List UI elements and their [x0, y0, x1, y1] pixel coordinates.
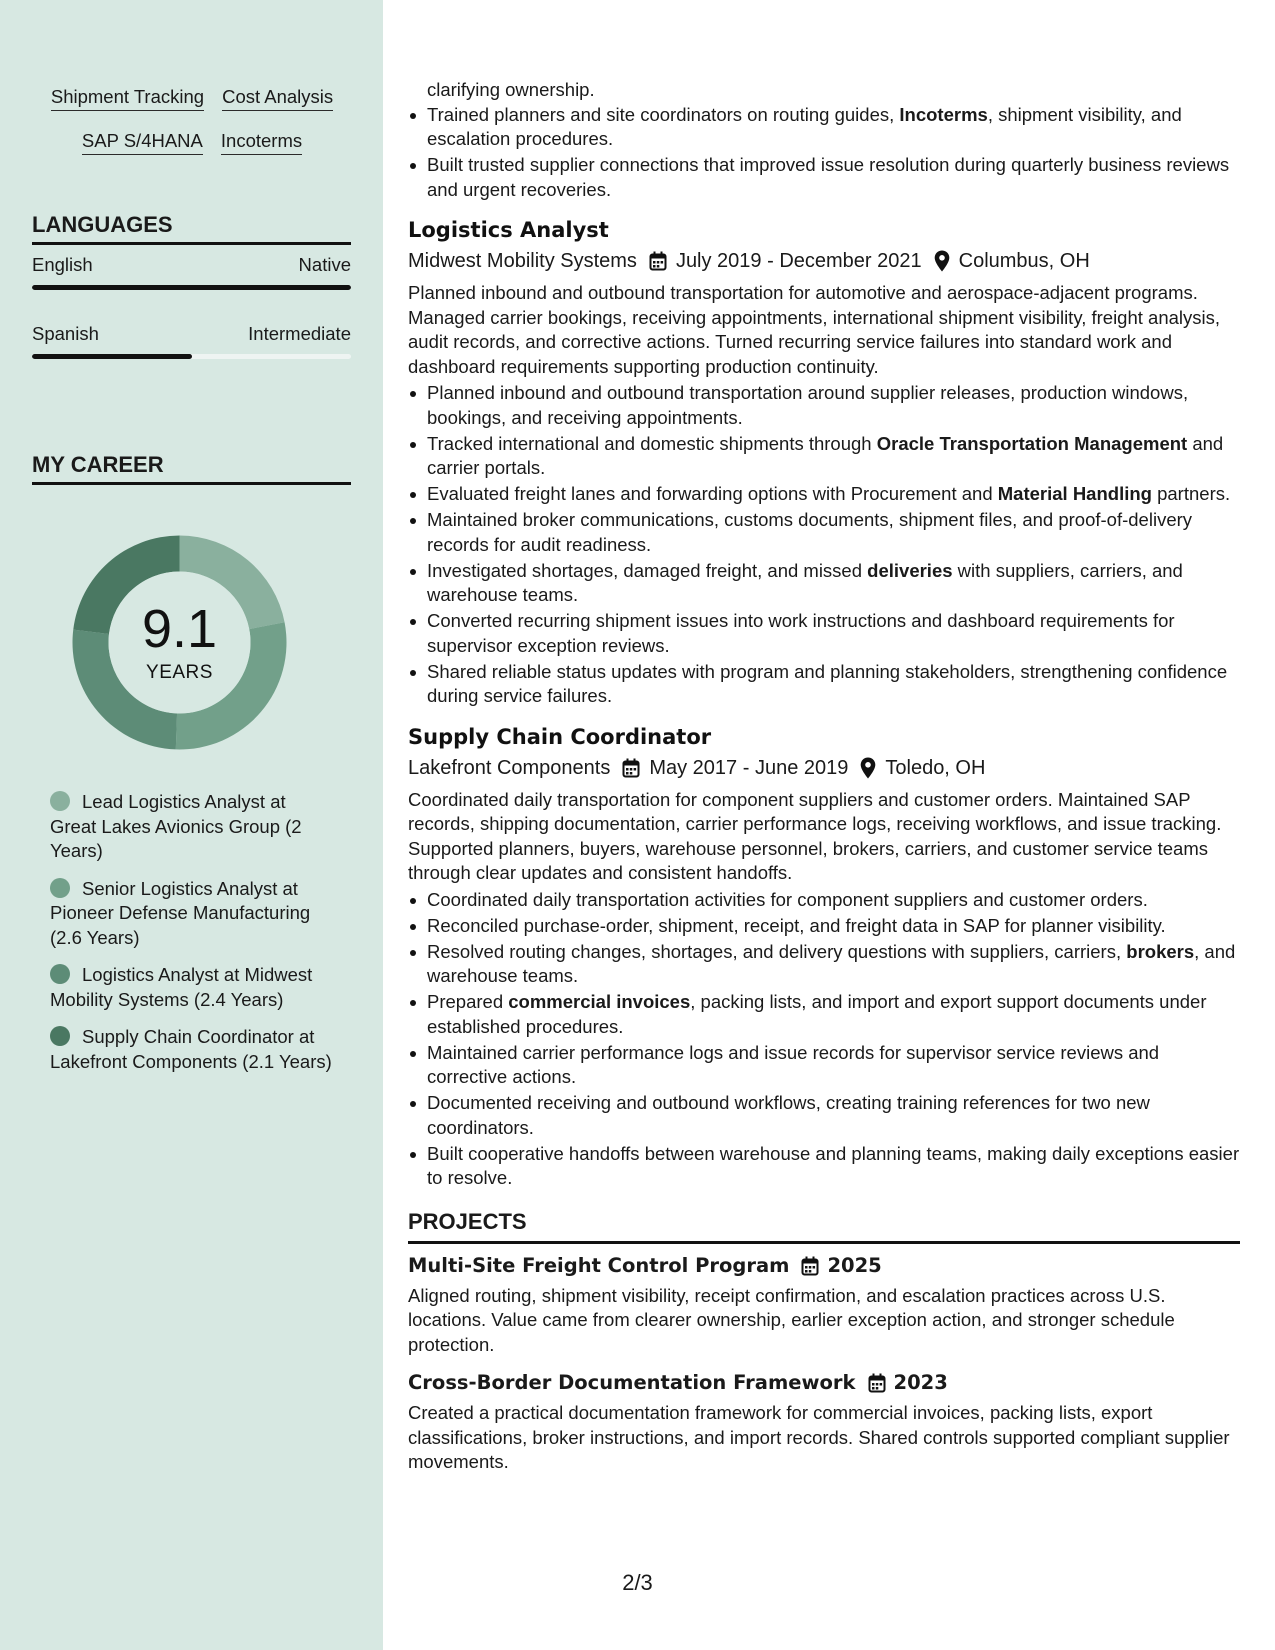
page-number: 2/3: [622, 1570, 653, 1595]
bullet-text: Planned inbound and outbound transportation around supplier releases, production windows, bookings, and receiving appointments.: [427, 382, 1189, 428]
job-dates: May 2017 - June 2019: [649, 756, 849, 779]
bullet-text: Resolved routing changes, shortages, and delivery questions with suppliers, carriers,: [427, 940, 1127, 962]
bullet-text: , packing lists, and import and export support documents under established procedures.: [427, 991, 1207, 1037]
career-dot: [50, 791, 70, 811]
language-level: Native: [298, 254, 351, 275]
skill-tag: Shipment Tracking: [51, 86, 204, 111]
project-title: Multi-Site Freight Control Program: [408, 1253, 790, 1277]
language-english: [32, 254, 351, 290]
continued-bullet-text: clarifying ownership.: [427, 79, 595, 100]
bullet-text: , and warehouse teams.: [427, 940, 1236, 986]
bullet-item: [408, 609, 1240, 658]
bullet-text: Built cooperative handoffs between warehouse and planning teams, making daily exceptions easier to resolve.: [427, 1142, 1240, 1188]
language-name: Spanish: [32, 323, 99, 344]
skill-tag: SAP S/4HANA: [82, 130, 203, 155]
bullet-list: [408, 888, 1240, 1191]
project-year: 2023: [893, 1371, 948, 1394]
project-entry: [408, 1252, 1240, 1358]
previous-job-continuation: [408, 78, 1240, 202]
bullet-item: [408, 153, 1240, 202]
project-title: Cross-Border Documentation Framework: [408, 1371, 856, 1394]
bullet-text: Maintained carrier performance logs and issue records for supervisor service reviews and corrective actions.: [427, 1041, 1160, 1087]
bullet-item: [408, 103, 1240, 152]
career-item: [50, 790, 335, 864]
job-company: Lakefront Components: [408, 756, 611, 779]
career-item: [50, 963, 335, 1012]
project-title-row: [408, 1252, 1240, 1280]
bullet-text: Built trusted supplier connections that improved issue resolution during quarterly business reviews and urgent recoveries.: [427, 154, 1230, 200]
language-bar: [32, 354, 351, 359]
career-dot: [50, 878, 70, 898]
job-location: Columbus, OH: [958, 250, 1090, 272]
job-meta: [408, 754, 1240, 782]
bullet-keyword: Material Handling: [997, 483, 1152, 504]
bullet-text: Maintained broker communications, customs documents, shipment files, and proof-of-delivery records for audit readiness.: [427, 509, 1193, 555]
bullet-keyword: Incoterms: [899, 103, 988, 125]
map-pin-icon: [860, 757, 876, 779]
bullet-text: Evaluated freight lanes and forwarding options with Procurement and: [427, 483, 998, 504]
skill-tag: Incoterms: [221, 130, 302, 155]
map-pin-icon: [934, 250, 950, 272]
job-summary: Coordinated daily transportation for component suppliers and customer orders. Maintained SAP records, shipping documentation, carrier performance logs, receiving workflows, and issue tracking. Supported planners, buyers, warehouse personnel, brokers, carriers, and customer service teams through clear updates and consistent handoffs.: [408, 788, 1222, 883]
language-bar: [32, 285, 351, 290]
bullet-text: Coordinated daily transportation activities for component suppliers and customer orders.: [427, 888, 1148, 910]
career-donut-chart: [67, 530, 292, 755]
bullet-text: Trained planners and site coordinators on routing guides,: [427, 103, 900, 125]
career-total-unit: YEARS: [146, 662, 213, 683]
job-title: Supply Chain Coordinator: [408, 724, 712, 749]
career-item-text: Logistics Analyst at Midwest Mobility Systems (2.4 Years): [50, 964, 313, 1010]
bullet-item: [408, 1091, 1240, 1140]
bullet-text: Shared reliable status updates with program and planning stakeholders, strengthening confidence during service failures.: [427, 660, 1228, 706]
career-item: [50, 1025, 335, 1074]
career-total-years: 9.1: [141, 599, 218, 659]
bullet-text: Reconciled purchase-order, shipment, receipt, and freight data in SAP for planner visibility.: [427, 914, 1166, 936]
bullet-item: [408, 1041, 1240, 1090]
language-level: Intermediate: [248, 323, 351, 344]
calendar-icon: [868, 1373, 886, 1393]
bullet-text: Converted recurring shipment issues into work instructions and dashboard requirements for supervisor exception reviews.: [427, 610, 1175, 656]
project-description: Created a practical documentation framework for commercial invoices, packing lists, export classifications, broker instructions, and import records. Shared controls supported compliant supplier movements.: [408, 1402, 1230, 1472]
bullet-text: Investigated shortages, damaged freight, and missed: [427, 559, 868, 581]
bullet-item: [408, 914, 1240, 939]
bullet-text: Prepared: [427, 991, 509, 1012]
bullet-item: [408, 888, 1240, 913]
project-entry: [408, 1369, 1240, 1475]
bullet-keyword: deliveries: [867, 559, 953, 581]
calendar-icon: [622, 758, 640, 778]
language-bar-fill: [32, 285, 351, 290]
language-bar-fill: [32, 354, 192, 359]
bullet-item: [408, 559, 1240, 608]
bullet-item: [408, 482, 1240, 507]
job-entry-logistics-analyst: [408, 216, 1240, 709]
career-item: [50, 877, 335, 951]
bullet-keyword: Oracle Transportation Management: [876, 432, 1188, 454]
main-content: [408, 78, 1240, 1487]
career-item-text: Senior Logistics Analyst at Pioneer Defense Manufacturing (2.6 Years): [50, 877, 311, 948]
language-name: English: [32, 254, 93, 275]
calendar-icon: [649, 251, 667, 271]
projects-heading: PROJECTS: [408, 1209, 1240, 1244]
job-title: Logistics Analyst: [408, 218, 609, 242]
career-dot: [50, 1026, 70, 1046]
bullet-text: partners.: [1151, 483, 1231, 504]
languages-heading: LANGUAGES: [32, 212, 351, 245]
bullet-keyword: brokers: [1126, 940, 1195, 962]
career-item-text: Supply Chain Coordinator at Lakefront Components (2.1 Years): [50, 1026, 332, 1072]
bullet-text: with suppliers, carriers, and warehouse teams.: [427, 559, 1183, 605]
bullet-item: [408, 432, 1240, 481]
skill-tag: Cost Analysis: [222, 86, 333, 111]
bullet-list: [408, 381, 1240, 709]
job-entry-supply-chain-coordinator: [408, 723, 1240, 1191]
project-title-row: [408, 1369, 1240, 1397]
job-location: Toledo, OH: [885, 756, 986, 779]
career-heading: MY CAREER: [32, 452, 351, 485]
bullet-list: [408, 103, 1240, 203]
bullet-text: Documented receiving and outbound workflows, creating training references for two new coordinators.: [427, 1092, 1150, 1138]
skills-list: [32, 86, 352, 155]
bullet-keyword: commercial invoices: [508, 991, 691, 1012]
career-item-text: Lead Logistics Analyst at Great Lakes Avionics Group (2 Years): [50, 791, 302, 861]
sidebar: [0, 0, 383, 1650]
bullet-text: , shipment visibility, and escalation procedures.: [427, 103, 1182, 149]
project-year: 2025: [827, 1253, 882, 1277]
calendar-icon: [801, 1256, 819, 1276]
bullet-item: [408, 990, 1240, 1039]
bullet-item: [408, 940, 1240, 989]
bullet-item: [408, 1142, 1240, 1191]
bullet-text: Tracked international and domestic shipments through: [427, 432, 877, 454]
bullet-item: [408, 508, 1240, 557]
bullet-item: [408, 381, 1240, 430]
job-meta: [408, 247, 1240, 275]
job-company: Midwest Mobility Systems: [408, 250, 637, 272]
project-description: Aligned routing, shipment visibility, receipt confirmation, and escalation practices across U.S. locations. Value came from clearer ownership, earlier exception action, and stronger schedule protection.: [408, 1284, 1175, 1355]
career-dot: [50, 964, 70, 984]
job-dates: July 2019 - December 2021: [675, 250, 922, 272]
bullet-item: [408, 660, 1240, 709]
language-spanish: [32, 323, 351, 359]
job-summary: Planned inbound and outbound transportation for automotive and aerospace-adjacent programs. Managed carrier bookings, receiving appointments, international shipment visibility, freight analysis, audit records, and corrective actions. Turned recurring service failures into standard work and dashboard requirements supporting production continuity.: [408, 282, 1221, 377]
bullet-text: and carrier portals.: [427, 432, 1224, 478]
career-list: [50, 790, 335, 1087]
